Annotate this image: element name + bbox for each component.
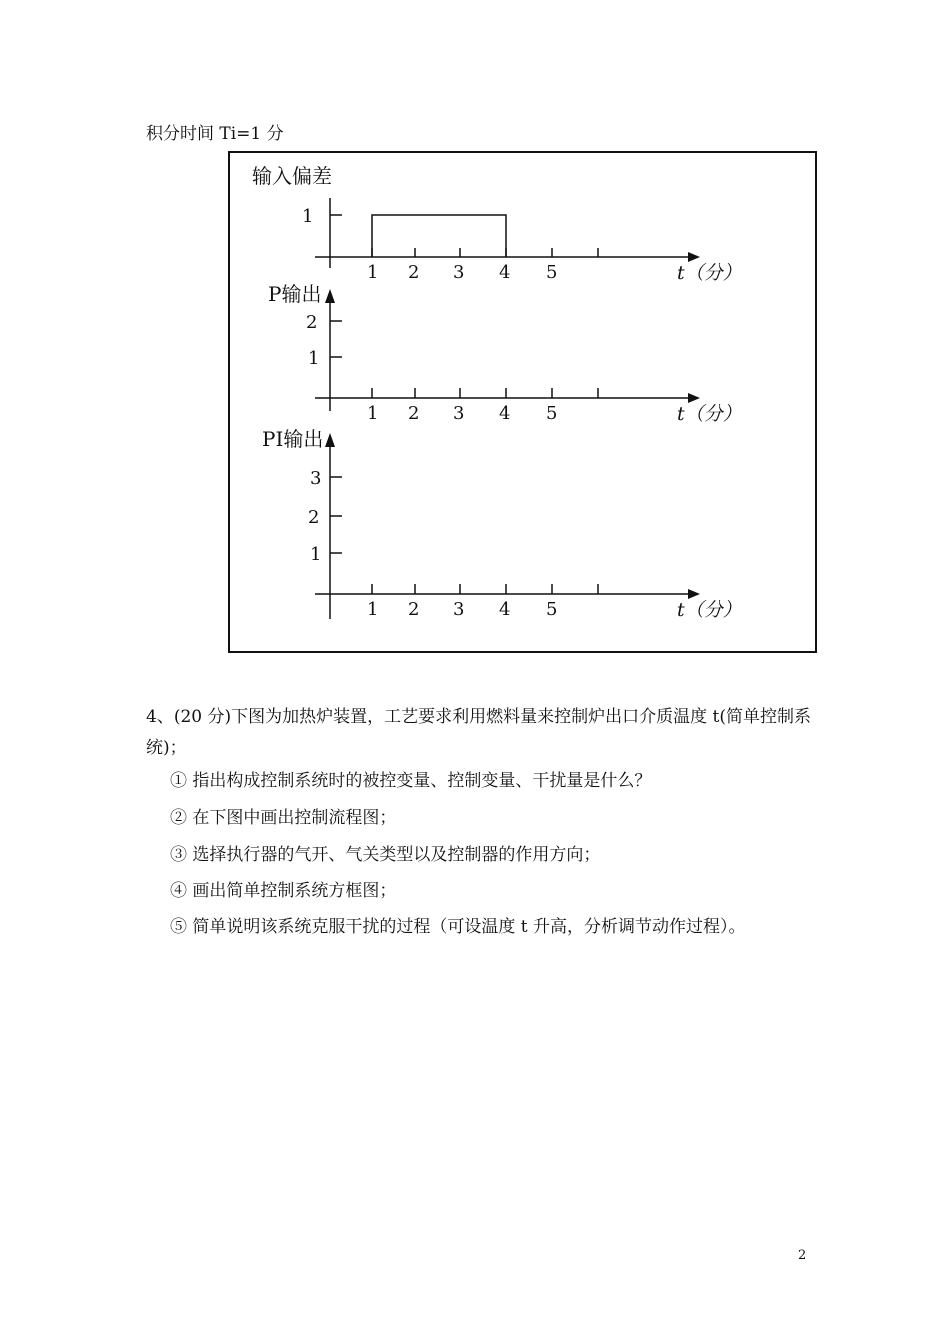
panel-3-x-tick-3: 3 [453,599,465,620]
panel-2-x-axis-label: t（分） [677,403,742,425]
question-4-item-2: ② 在下图中画出控制流程图； [170,808,397,828]
question-4-item-1: ① 指出构成控制系统时的被控变量、控制变量、干扰量是什么？ [170,771,652,791]
panel-2-x-tick-3: 3 [453,403,465,424]
panel-3-ylabel: PI输出 [262,427,324,451]
panel-3-y-tick-label-1: 1 [310,544,322,565]
panel-2-x-tick-2: 2 [408,403,420,424]
panel-3-x-axis-label: t（分） [677,599,742,621]
question-4-item-5: ⑤ 简单说明该系统克服干扰的过程（可设温度 t 升高，分析调节动作过程）。 [170,917,746,937]
panel-3-x-tick-4: 4 [499,599,511,620]
panel-2-ylabel: P输出 [268,282,322,306]
question-4-intro: 4、(20 分)下图为加热炉装置，工艺要求利用燃料量来控制炉出口介质温度 t(简单控制系统)； [146,707,811,758]
panel-3-x-tick-5: 5 [546,599,558,620]
panel-2-y-tick-label-2: 2 [306,312,318,333]
panel-2-x-tick-5: 5 [546,403,558,424]
response-figure [228,151,817,653]
panel-1-y-tick-label: 1 [302,206,314,227]
question-4-item-4: ④ 画出简单控制系统方框图； [170,881,397,901]
panel-2-x-tick-4: 4 [499,403,511,424]
panel-2-y-tick-label-1: 1 [308,348,320,369]
panel-pi-output [262,427,742,621]
panel-2-x-ticks [372,388,598,398]
panel-3-x-tick-2: 2 [408,599,420,620]
response-plot [230,153,819,655]
panel-1-x-tick-2: 2 [408,262,420,283]
page-number: 2 [798,1248,807,1263]
panel-1-x-tick-5: 5 [546,262,558,283]
panel-1-x-arrow [688,252,700,262]
input-step-pulse [372,215,506,257]
panel-3-x-arrow [688,589,700,599]
question-4-item-3: ③ 选择执行器的气开、气关类型以及控制器的作用方向； [170,845,601,865]
panel-2-x-arrow [688,393,700,403]
panel-3-y-arrow [325,433,335,447]
panel-1-x-tick-1: 1 [367,262,379,283]
panel-1-x-ticks [372,248,598,257]
intro-line: 积分时间 Ti=1 分 [146,124,284,144]
panel-input-deviation [252,164,742,284]
panel-3-x-ticks [372,584,598,594]
panel-3-y-tick-label-3: 3 [310,468,322,489]
panel-1-x-tick-4: 4 [499,262,511,283]
panel-3-x-tick-1: 1 [367,599,379,620]
panel-1-x-axis-label: t（分） [677,262,742,284]
panel-2-y-arrow [325,289,335,303]
panel-2-x-tick-1: 1 [367,403,379,424]
panel-1-x-tick-3: 3 [453,262,465,283]
panel-p-output [268,282,742,425]
panel-3-y-tick-label-2: 2 [308,507,320,528]
panel-1-ylabel: 输入偏差 [252,164,332,188]
